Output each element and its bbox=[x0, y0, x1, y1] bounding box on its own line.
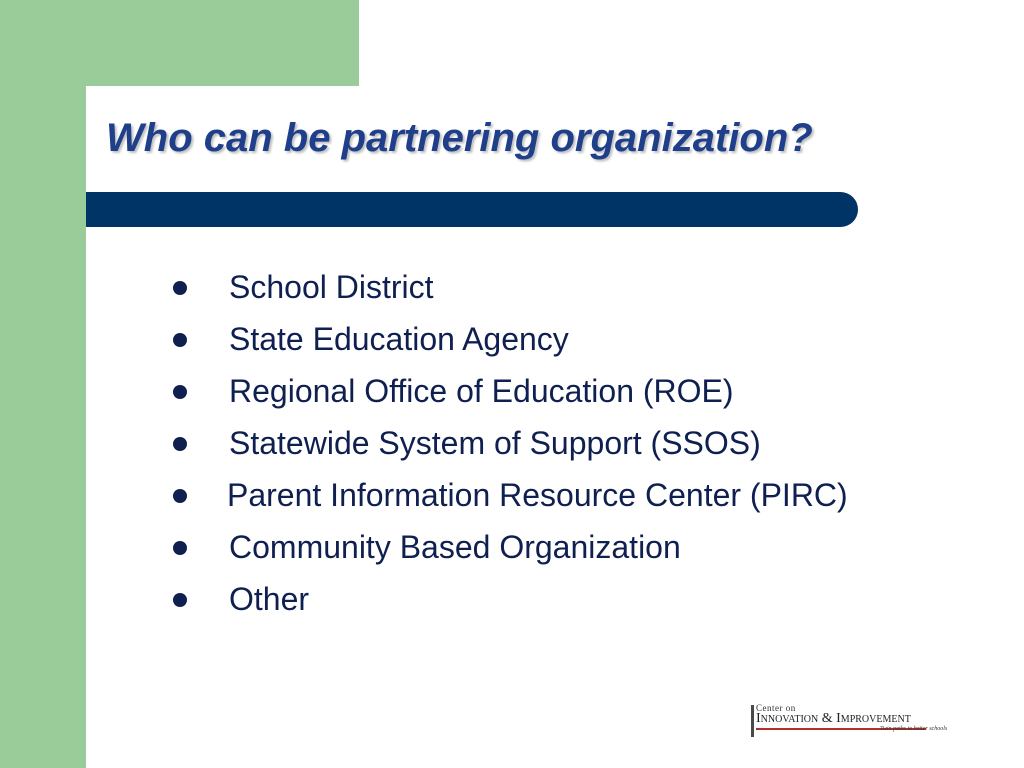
bullet-icon bbox=[173, 333, 187, 347]
bullet-icon bbox=[173, 281, 187, 295]
green-accent-left bbox=[0, 0, 86, 768]
slide-title: Who can be partnering organization? bbox=[106, 116, 813, 160]
logo-bar-icon bbox=[751, 705, 754, 737]
bullet-text: Statewide System of Support (SSOS) bbox=[229, 425, 761, 461]
logo-line2: Innovation & Improvement bbox=[756, 711, 911, 726]
title-underline-bar bbox=[86, 192, 858, 227]
bullet-list bbox=[168, 265, 928, 629]
bullet-item bbox=[168, 473, 928, 517]
logo-line1: Center on bbox=[756, 703, 796, 713]
bullet-item bbox=[168, 421, 928, 465]
bullet-text: Parent Information Resource Center (PIRC) bbox=[227, 477, 848, 513]
organization-logo bbox=[746, 702, 966, 746]
bullet-icon bbox=[173, 437, 187, 451]
bullet-icon bbox=[173, 385, 187, 399]
bullet-text: Community Based Organization bbox=[229, 529, 681, 565]
green-accent-top bbox=[0, 0, 359, 86]
bullet-item bbox=[168, 577, 928, 621]
bullet-text: State Education Agency bbox=[229, 321, 569, 357]
bullet-item bbox=[168, 317, 928, 361]
bullet-icon bbox=[173, 593, 187, 607]
bullet-icon bbox=[173, 489, 187, 503]
bullet-text: Other bbox=[229, 581, 310, 617]
bullet-text: School District bbox=[229, 269, 434, 305]
bullet-icon bbox=[173, 541, 187, 555]
bullet-item bbox=[168, 525, 928, 569]
logo-tagline: Twin paths to better schools bbox=[880, 726, 948, 732]
bullet-item bbox=[168, 369, 928, 413]
bullet-text: Regional Office of Education (ROE) bbox=[229, 373, 734, 409]
bullet-item bbox=[168, 265, 928, 309]
